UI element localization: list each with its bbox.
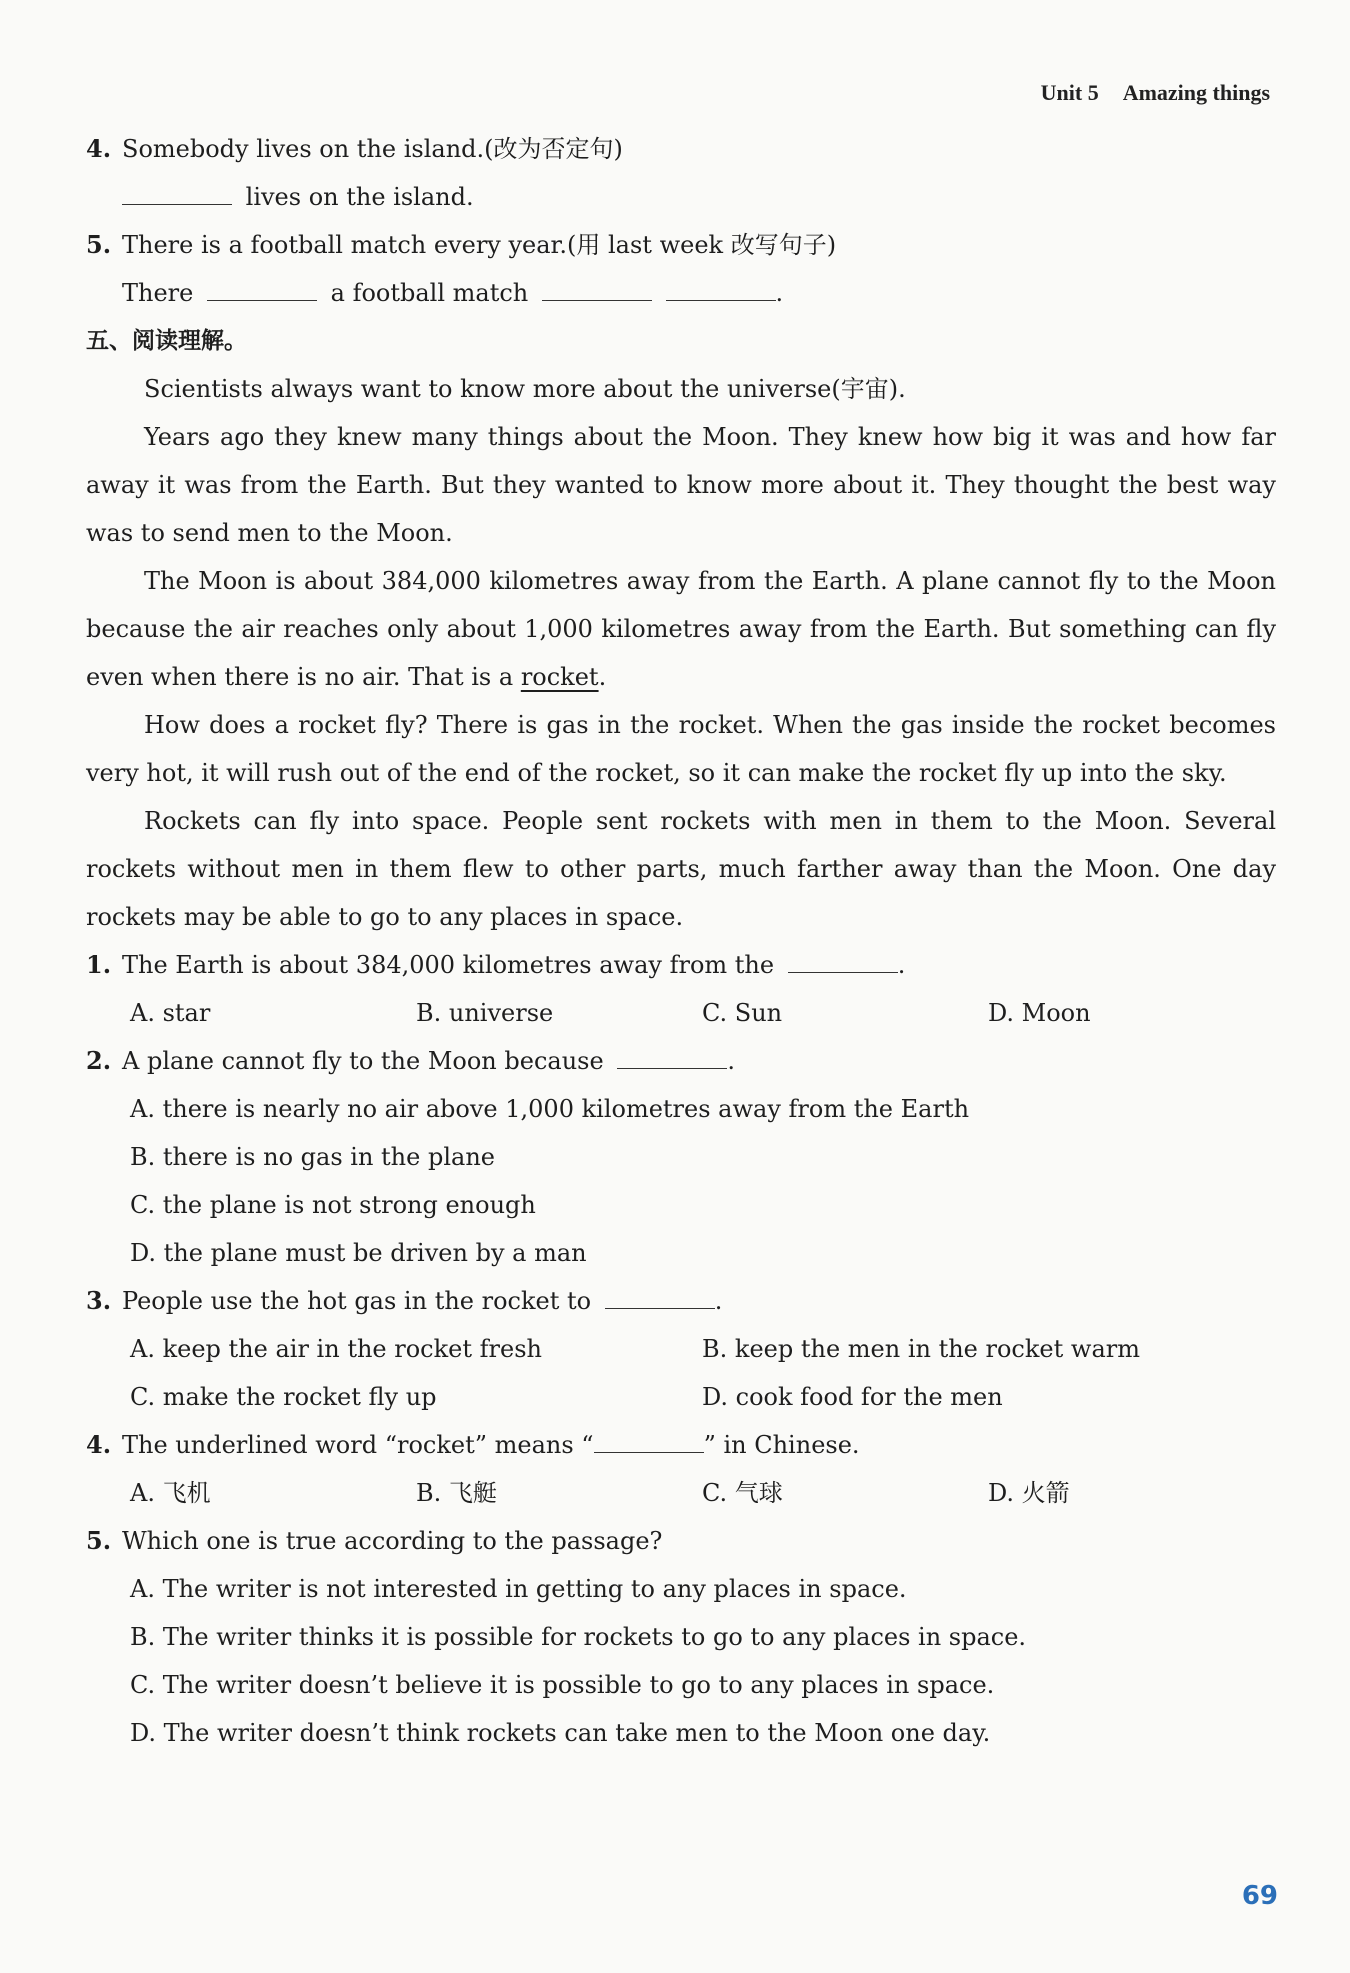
unit-label: Unit 5 (1040, 80, 1099, 105)
answer-blank[interactable] (122, 174, 232, 205)
stem-end: ” in Chinese. (703, 1431, 860, 1459)
option-d[interactable]: D. The writer doesn’t think rockets can take men to the Moon one day. (130, 1719, 991, 1747)
question-number: 4. (86, 1430, 112, 1459)
options-row (86, 1469, 1276, 1517)
option-c[interactable]: C. 气球 (702, 1479, 783, 1507)
question-stem: The Earth is about 384,000 kilometres away from the (122, 951, 775, 979)
passage-paragraph: Years ago they knew many things about the Moon. They knew how big it was and how far away it was from the Earth. But they wanted to know more about it. They thought the best way was to send men to the Moon. (86, 423, 1276, 547)
option-d[interactable]: D. Moon (988, 999, 1091, 1027)
section-title: 五、阅读理解。 (86, 328, 247, 354)
passage-paragraph: Rockets can fly into space. People sent rockets with men in them to the Moon. Several rockets without men in them flew to other parts, much farther away than the Moon. One day rockets may be able to go to any places in space. (86, 807, 1276, 931)
question-stem: People use the hot gas in the rocket to (122, 1287, 592, 1315)
paragraph-text: The Moon is about 384,000 kilometres away from the Earth. A plane cannot fly to the Moon because the air reaches only about 1,000 kilometres away from the Earth. But something can fly even when there is no air. That is a (86, 567, 1276, 691)
answer-blank[interactable] (605, 1278, 715, 1309)
unit-title: Amazing things (1122, 80, 1270, 105)
item-number: 5. (86, 230, 112, 259)
options-row (86, 1325, 1276, 1373)
answer-blank[interactable] (207, 270, 317, 301)
passage-paragraph: The Moon is about 384,000 kilometres away from the Earth. A plane cannot fly to the Moon because the air reaches only about 1,000 kilometres away from the Earth. But something can fly even when there is no air. That is a rocket. (86, 567, 1276, 691)
question-stem: A plane cannot fly to the Moon because (122, 1047, 604, 1075)
stem-end: . (714, 1287, 723, 1315)
answer-blank[interactable] (594, 1422, 704, 1453)
question-number: 5. (86, 1526, 112, 1555)
option-b[interactable]: B. The writer thinks it is possible for rockets to go to any places in space. (130, 1623, 1027, 1651)
answer-blank[interactable] (788, 942, 898, 973)
option-d[interactable]: D. the plane must be driven by a man (130, 1239, 587, 1267)
question-1 (86, 941, 1276, 989)
question-number: 3. (86, 1286, 112, 1315)
answer-text-end: . (775, 279, 784, 307)
rewrite-answer-5 (86, 269, 1276, 317)
stem-end: . (727, 1047, 735, 1075)
running-header (1041, 80, 1270, 106)
option-d[interactable]: D. 火箭 (988, 1479, 1070, 1507)
option-b[interactable]: B. keep the men in the rocket warm (702, 1335, 1140, 1363)
option-d[interactable]: D. cook food for the men (702, 1383, 1003, 1411)
option-a[interactable]: A. keep the air in the rocket fresh (130, 1335, 542, 1363)
rewrite-item-5 (86, 221, 1276, 269)
option-c[interactable]: C. the plane is not strong enough (130, 1191, 536, 1219)
answer-blank[interactable] (617, 1038, 727, 1069)
options-row (86, 989, 1276, 1037)
answer-text-start: There (122, 279, 194, 307)
passage-paragraph: Scientists always want to know more about the universe(宇宙). (144, 375, 906, 403)
question-3 (86, 1277, 1276, 1325)
item-number: 4. (86, 134, 112, 163)
answer-text: lives on the island. (245, 183, 474, 211)
question-5 (86, 1517, 1276, 1565)
option-c[interactable]: C. The writer doesn’t believe it is possible to go to any places in space. (130, 1671, 995, 1699)
passage-paragraph: How does a rocket fly? There is gas in the rocket. When the gas inside the rocket becomes very hot, it will rush out of the end of the rocket, so it can make the rocket fly up into the sky. (86, 711, 1276, 787)
rewrite-item-4 (86, 125, 1276, 173)
option-c[interactable]: C. Sun (702, 999, 783, 1027)
option-a[interactable]: A. there is nearly no air above 1,000 kilometres away from the Earth (130, 1095, 970, 1123)
option-a[interactable]: A. 飞机 (130, 1479, 211, 1507)
option-b[interactable]: B. 飞艇 (416, 1479, 497, 1507)
page-content (86, 125, 1276, 1757)
page-number: 69 (1241, 1881, 1278, 1911)
answer-text-mid: a football match (330, 279, 529, 307)
question-number: 1. (86, 950, 112, 979)
option-a[interactable]: A. The writer is not interested in getting to any places in space. (130, 1575, 907, 1603)
question-stem: The underlined word “rocket” means “ (122, 1431, 594, 1459)
question-4 (86, 1421, 1276, 1469)
item-prompt: There is a football match every year.(用 last week 改写句子) (122, 231, 837, 259)
option-c[interactable]: C. make the rocket fly up (130, 1383, 437, 1411)
item-prompt: Somebody lives on the island.(改为否定句) (122, 135, 623, 163)
underlined-word: rocket (520, 663, 599, 691)
question-2 (86, 1037, 1276, 1085)
question-number: 2. (86, 1046, 112, 1075)
option-b[interactable]: B. universe (416, 999, 554, 1027)
question-stem: Which one is true according to the passage? (122, 1527, 663, 1555)
rewrite-answer-4 (86, 173, 1276, 221)
options-row (86, 1373, 1276, 1421)
answer-blank[interactable] (666, 270, 776, 301)
answer-blank[interactable] (542, 270, 652, 301)
option-b[interactable]: B. there is no gas in the plane (130, 1143, 495, 1171)
option-a[interactable]: A. star (130, 999, 211, 1027)
stem-end: . (897, 951, 906, 979)
